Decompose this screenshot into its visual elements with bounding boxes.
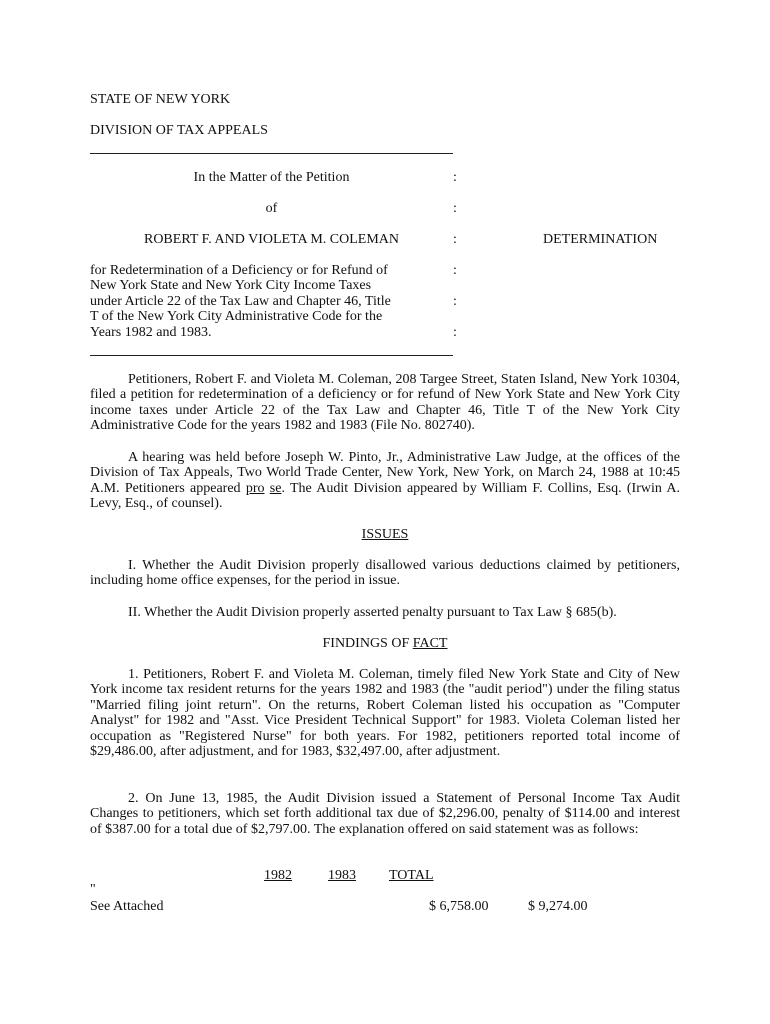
issue-two: II. Whether the Audit Division properly asserted penalty pursuant to Tax Law § 685(b). [128, 605, 617, 620]
hearing-text-end: . The Audit Division appeared by William F. Collins, Esq. (Irwin A. Levy, Esq., of counsel). [90, 480, 681, 512]
caption-colon: : [453, 232, 457, 247]
caption-purpose: for Redetermination of a Deficiency or for Refund of New York State and New York City Income Taxes under Article 22 of the Tax Law and Chapter 46, Title T of the New York City Administrative Code for the Years 1982 and 1983. [90, 263, 391, 340]
finding-one: 1. Petitioners, Robert F. and Violeta M. Coleman, timely filed New York State and City of New York income tax resident returns for the years 1982 and 1983 (the "audit period") under the filing status "Married filing joint return". On the returns, Robert Coleman listed his occupation as "Computer Analyst" for 1982 and "Asst. Vice President Technical Support" for 1983. Violeta Coleman listed her occupation as "Registered Nurse" for both years. For 1982, petitioners reported total income of $29,486.00, after adjustment, and for 1983, $32,497.00, after adjustment. [90, 667, 680, 760]
pro-se-word-pro: pro [245, 480, 265, 496]
table-quote-mark: " [90, 882, 96, 897]
findings-heading-text: FINDINGS OF [322, 636, 413, 651]
caption-colon: : [453, 201, 457, 216]
caption-bottom-rule [90, 355, 453, 356]
caption-colon: : [453, 325, 457, 340]
division-heading: DIVISION OF TAX APPEALS [90, 123, 268, 138]
pro-se-word-se: se [269, 480, 282, 496]
caption-of-line: of [265, 201, 278, 216]
table-header-total: TOTAL [389, 868, 434, 883]
findings-heading-fact: FACT [412, 636, 448, 651]
caption-parties: ROBERT F. AND VIOLETA M. COLEMAN [143, 232, 400, 247]
findings-heading [90, 636, 680, 651]
table-header-1982: 1982 [264, 868, 292, 883]
caption-colon: : [453, 263, 457, 278]
caption-colon: : [453, 170, 457, 185]
caption-top-rule [90, 153, 453, 154]
petition-paragraph: Petitioners, Robert F. and Violeta M. Coleman, 208 Targee Street, Staten Island, New York 10304, filed a petition for redetermination of a deficiency or for refund of New York State and New York City income taxes under Article 22 of the Tax Law and Chapter 46, Title T of the New York City Administrative Code for the years 1982 and 1983 (File No. 802740). [90, 372, 680, 434]
table-value: $ 6,758.00 [429, 899, 489, 914]
finding-two: 2. On June 13, 1985, the Audit Division issued a Statement of Personal Income Tax Audit Changes to petitioners, which set forth additional tax due of $2,296.00, penalty of $114.00 and interest of $387.00 for a total due of $2,797.00. The explanation offered on said statement was as follows: [90, 791, 680, 837]
table-row-label: See Attached [90, 899, 164, 914]
table-value: $ 9,274.00 [528, 899, 588, 914]
table-header-1983: 1983 [328, 868, 356, 883]
caption-colon: : [453, 294, 457, 309]
issue-one: I. Whether the Audit Division properly disallowed various deductions claimed by petitioners, including home office expenses, for the period in issue. [90, 558, 680, 589]
issues-heading [90, 527, 680, 542]
hearing-text-start: A hearing was held before Joseph W. Pinto, Jr., Administrative Law Judge, at the offices of the Division of Tax Appeals, Two World Trade Center, New York, New York, on March 24, 1988 at 10:45 A.M. Petitioners appeared [90, 450, 680, 496]
issues-heading-text: ISSUES [361, 527, 409, 542]
state-heading: STATE OF NEW YORK [90, 92, 231, 107]
caption-matter-line: In the Matter of the Petition [193, 170, 350, 185]
determination-label: DETERMINATION [543, 232, 658, 247]
hearing-paragraph [90, 450, 680, 512]
